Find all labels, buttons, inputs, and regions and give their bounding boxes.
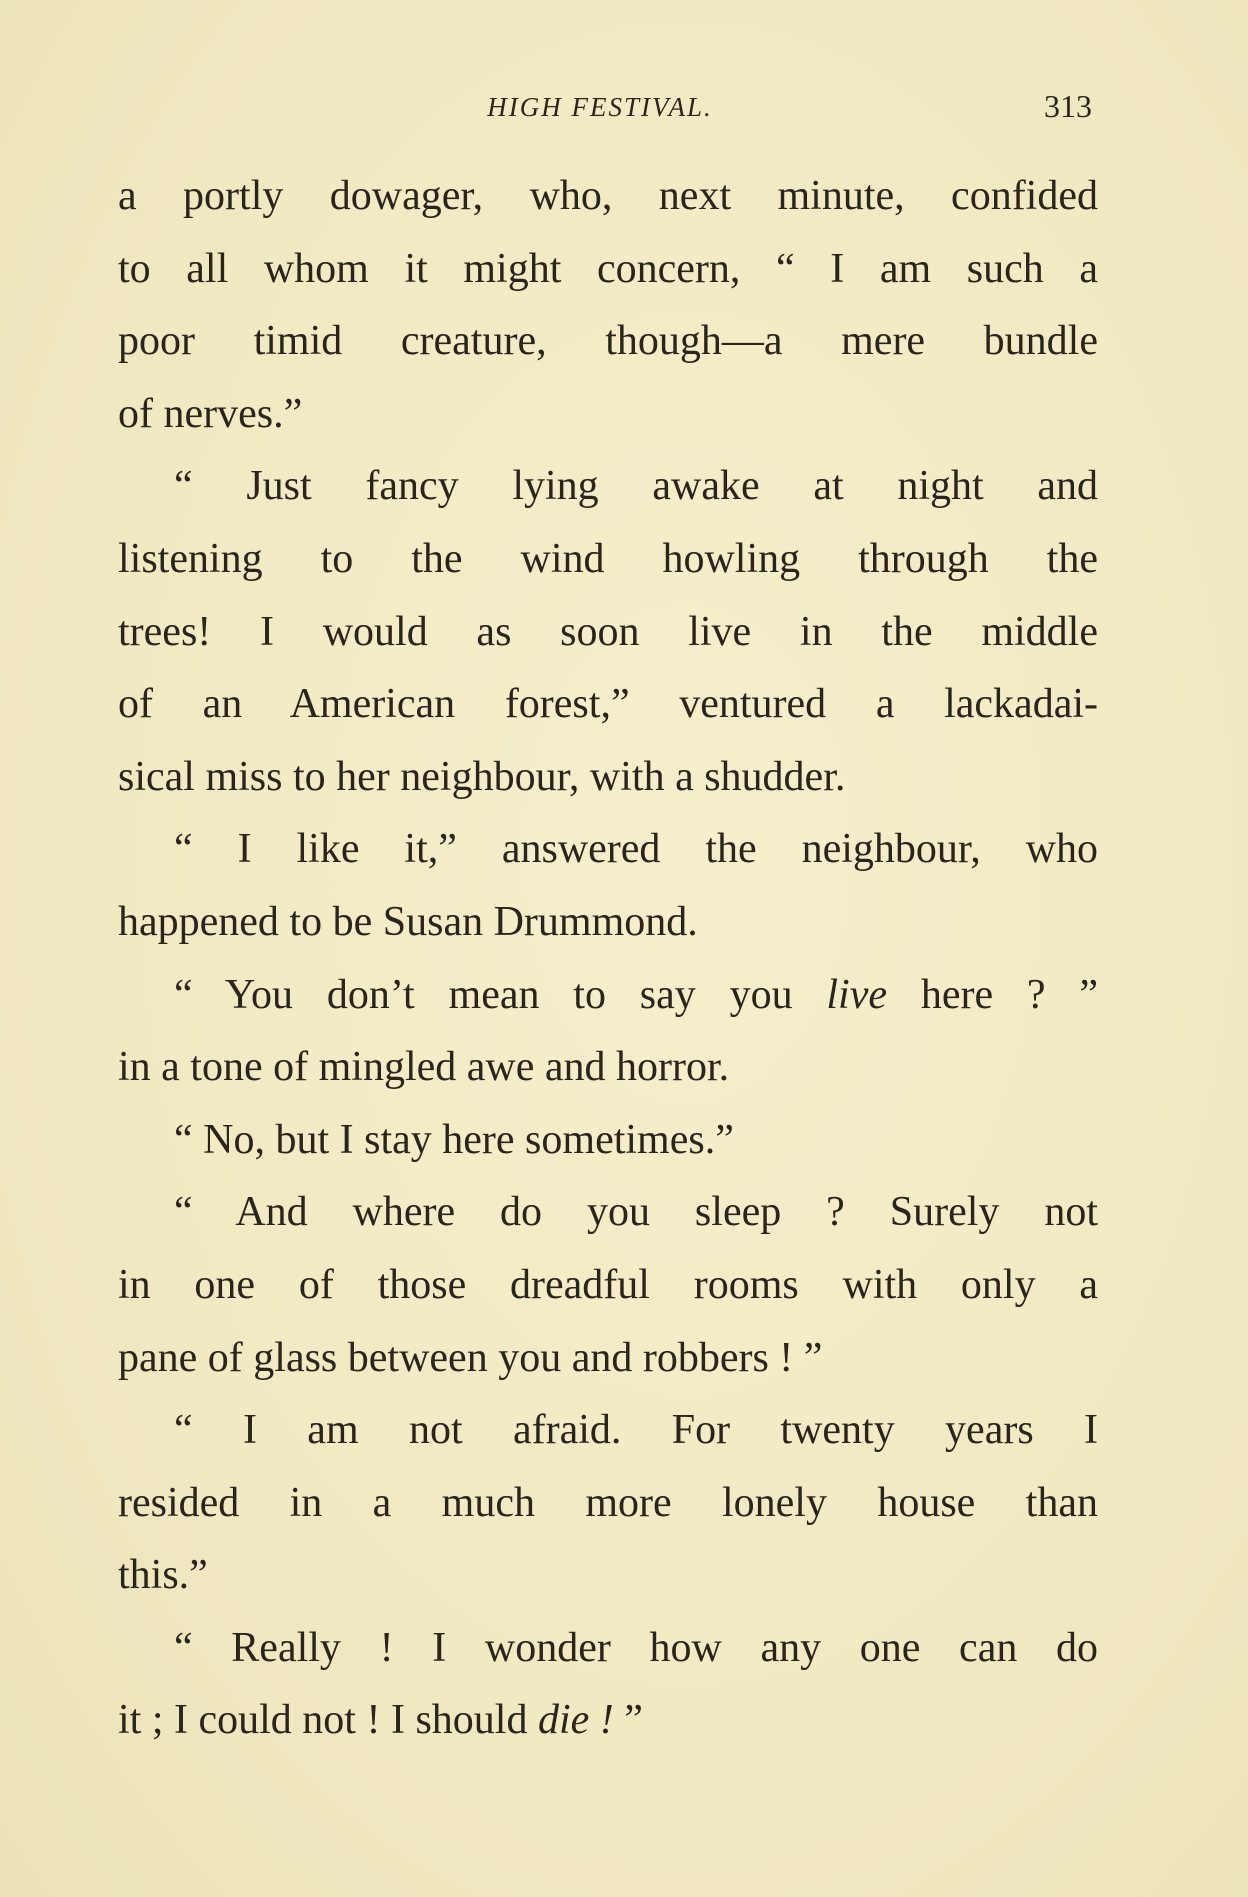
body-text [118, 160, 1098, 1757]
text-line: a portly dowager, who, next minute, confided [118, 173, 1098, 219]
text-line: “ Really ! I wonder how any one can do [174, 1624, 1098, 1671]
text-line: to all whom it might concern, “ I am such a [118, 245, 1098, 292]
text-line: sical miss to her neighbour, with a shudder. [118, 753, 846, 800]
text-line: poor timid creature, though—a mere bundle [118, 318, 1098, 365]
text-line: “ Just fancy lying awake at night and [174, 463, 1098, 510]
text-line: “ I like it,” answered the neighbour, who [174, 826, 1098, 873]
text-line: happened to be Susan Drummond. [118, 898, 698, 945]
text-segment: it ; I could not ! I should [118, 1697, 538, 1744]
italic-word: live [826, 971, 888, 1018]
page-number: 313 [1044, 88, 1092, 124]
text-line: this.” [118, 1552, 208, 1599]
running-head [0, 88, 1248, 128]
text-line: in one of those dreadful rooms with only a [118, 1261, 1098, 1308]
text-segment: ” [613, 1697, 643, 1744]
text-segment: here ? ” [887, 971, 1098, 1018]
italic-word: die ! [537, 1697, 614, 1744]
text-line: of nerves.” [118, 390, 303, 437]
text-line: listening to the wind howling through the [118, 535, 1098, 582]
text-line: in a tone of mingled awe and horror. [118, 1044, 730, 1091]
text-line: of an American forest,” ventured a lackadai- [118, 681, 1098, 728]
text-segment: “ You don’t mean to say you [174, 971, 827, 1018]
text-line: “ And where do you sleep ? Surely not [174, 1189, 1098, 1236]
text-line: “ I am not afraid. For twenty years I [174, 1407, 1098, 1454]
text-line: trees! I would as soon live in the middle [118, 608, 1098, 655]
text-line [118, 959, 1098, 1032]
running-head-title: HIGH FESTIVAL. [487, 92, 713, 122]
text-line: pane of glass between you and robbers ! ” [118, 1334, 823, 1381]
text-line: “ No, but I stay here sometimes.” [174, 1116, 734, 1163]
text-line: resided in a much more lonely house than [118, 1479, 1098, 1526]
text-line [118, 1684, 1098, 1757]
